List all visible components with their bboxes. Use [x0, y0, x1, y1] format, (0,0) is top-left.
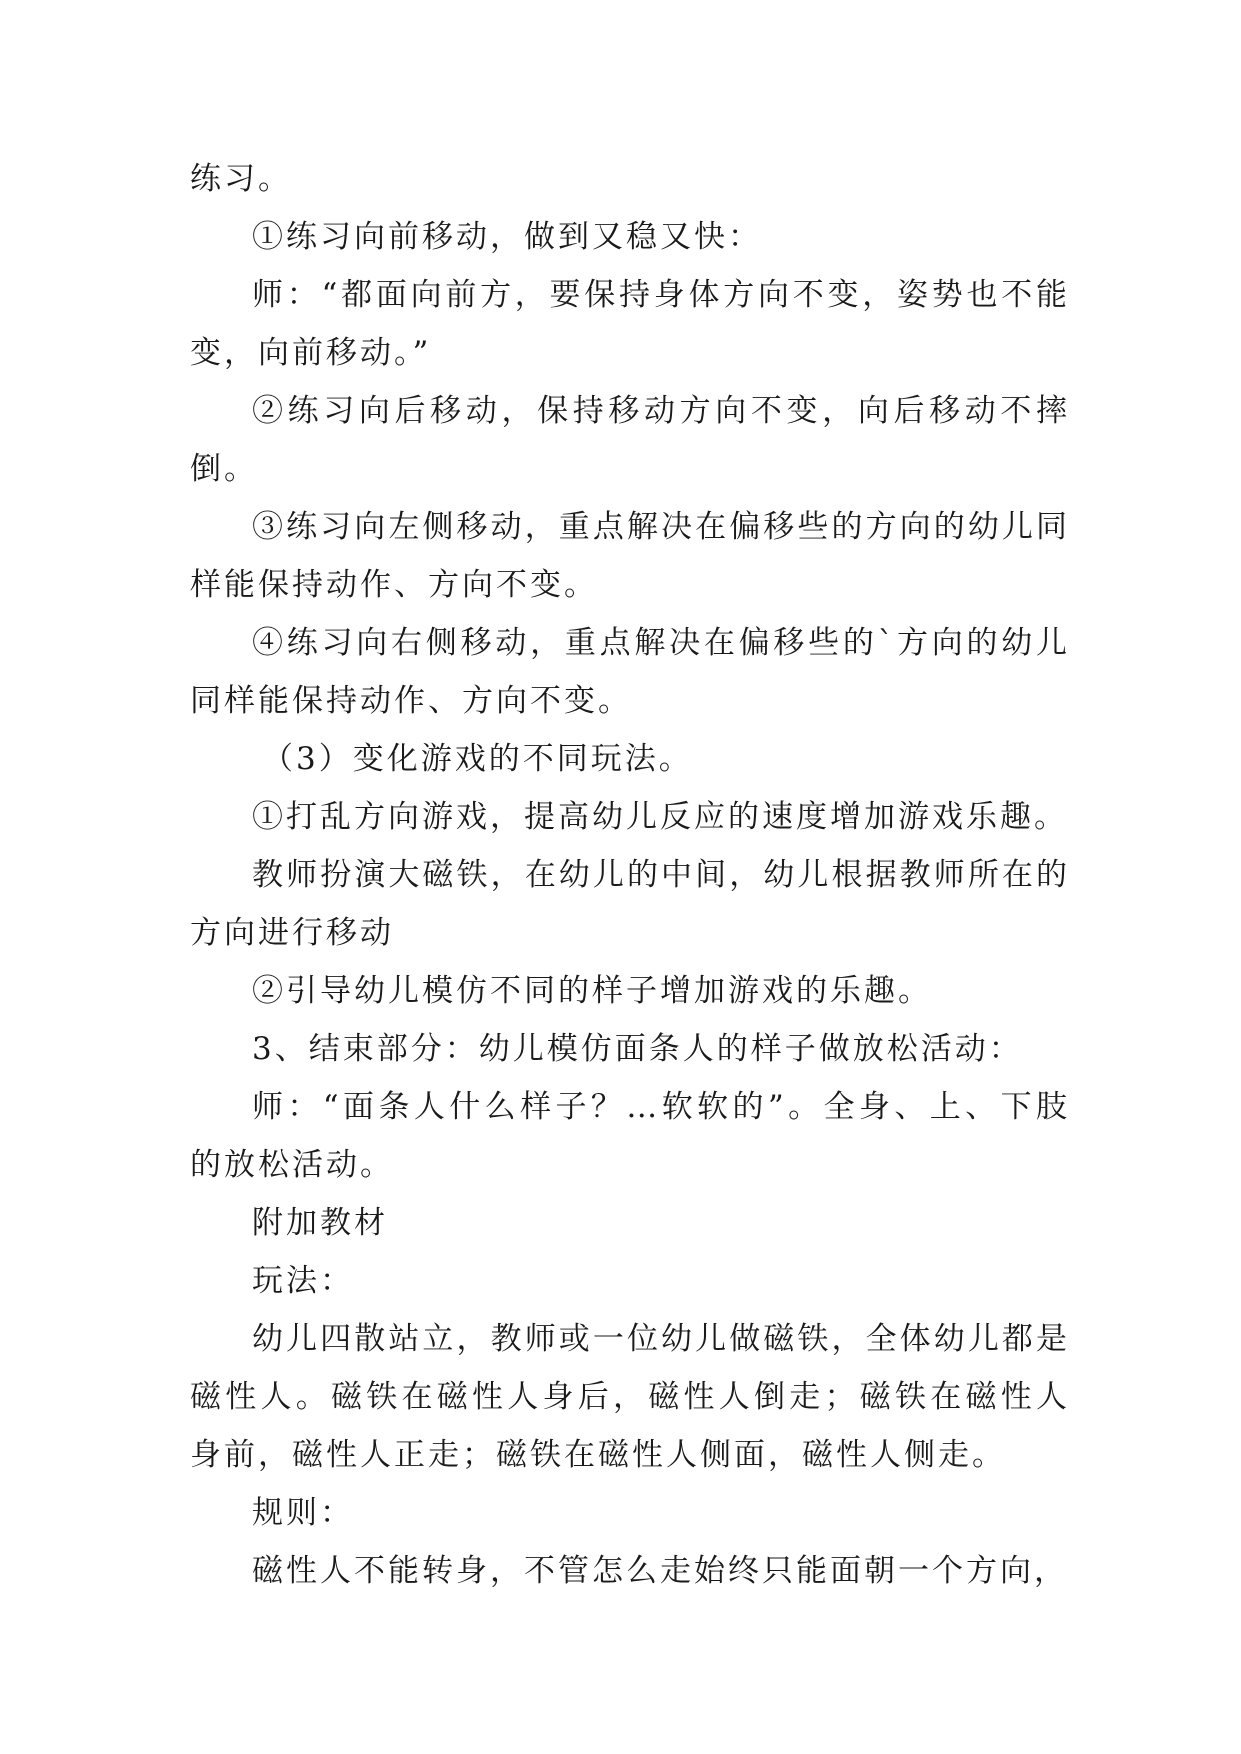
paragraph-2: ①练习向前移动，做到又稳又快： [252, 219, 762, 255]
paragraph-7: （3）变化游戏的不同玩法。 [262, 741, 693, 777]
paragraph-6: ④练习向右侧移动，重点解决在偏移些的`方向的幼儿同样能保持动作、方向不变。 [190, 625, 1070, 719]
paragraph-8: ①打乱方向游戏，提高幼儿反应的速度增加游戏乐趣。 [252, 799, 1068, 835]
paragraph-3: 师：“都面向前方，要保持身体方向不变，姿势也不能变，向前移动。” [190, 277, 1070, 371]
paragraph-10: ②引导幼儿模仿不同的样子增加游戏的乐趣。 [252, 973, 932, 1009]
paragraph-15: 幼儿四散站立，教师或一位幼儿做磁铁，全体幼儿都是磁性人。磁铁在磁性人身后，磁性人倒走；磁铁在磁性人身前，磁性人正走；磁铁在磁性人侧面，磁性人侧走。 [190, 1321, 1070, 1473]
paragraph-11: 3、结束部分：幼儿模仿面条人的样子做放松活动： [252, 1031, 1023, 1067]
paragraph-4: ②练习向后移动，保持移动方向不变，向后移动不摔倒。 [190, 393, 1070, 487]
paragraph-17: 磁性人不能转身，不管怎么走始终只能面朝一个方向， [252, 1553, 1068, 1589]
paragraph-5: ③练习向左侧移动，重点解决在偏移些的方向的幼儿同样能保持动作、方向不变。 [190, 509, 1070, 603]
paragraph-13: 附加教材 [252, 1205, 388, 1241]
document-body [190, 150, 1070, 1600]
paragraph-14: 玩法： [252, 1263, 354, 1299]
paragraph-1: 练习。 [190, 161, 292, 197]
paragraph-16: 规则： [252, 1495, 354, 1531]
paragraph-9: 教师扮演大磁铁，在幼儿的中间，幼儿根据教师所在的方向进行移动 [190, 857, 1070, 951]
paragraph-12: 师：“面条人什么样子？…软软的”。全身、上、下肢的放松活动。 [190, 1089, 1070, 1183]
